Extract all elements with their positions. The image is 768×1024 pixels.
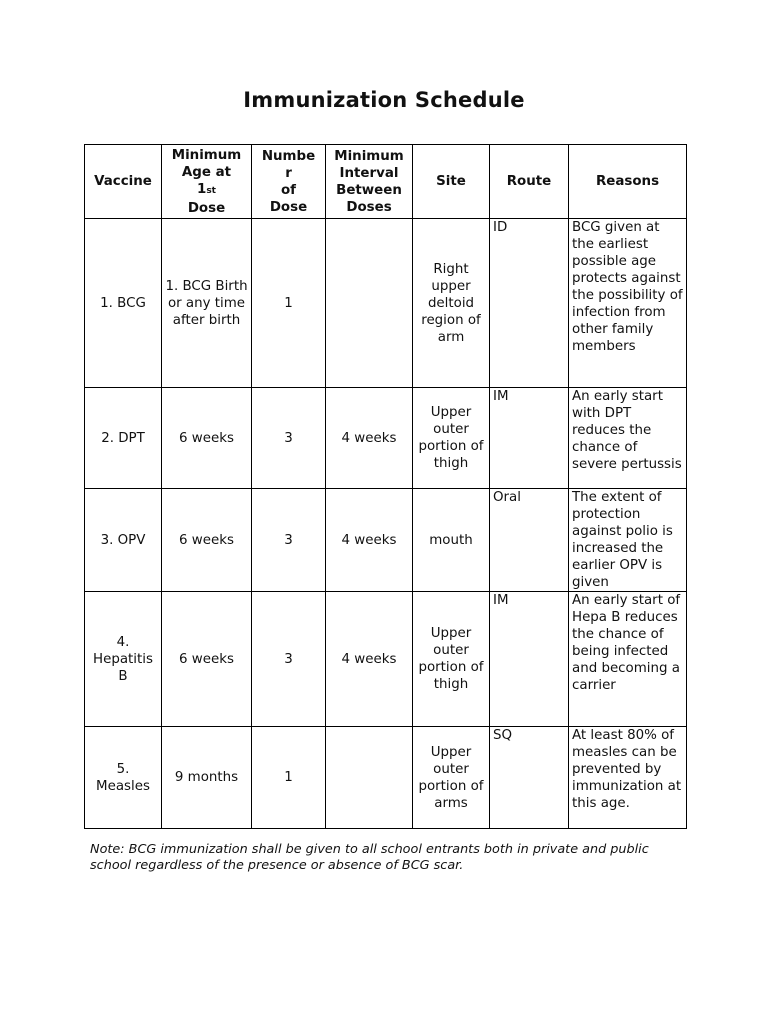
header-number-line4: Dose: [269, 199, 308, 215]
min-age-cell: 1. BCG Birth or any time after birth: [162, 219, 252, 388]
min-age-cell: 6 weeks: [162, 592, 252, 727]
vaccine-cell: 5. Measles: [85, 727, 162, 829]
header-number-line2: r: [285, 165, 292, 181]
number-cell: 3: [252, 388, 326, 489]
header-row: [85, 145, 687, 219]
number-cell: 1: [252, 219, 326, 388]
header-interval-line1: Minimum: [334, 148, 404, 164]
interval-cell: 4 weeks: [326, 388, 413, 489]
site-cell: Right upper deltoid region of arm: [413, 219, 490, 388]
header-minimum-age: [162, 145, 252, 219]
reasons-cell: An early start of Hepa B reduces the chance of being infected and becoming a carrier: [569, 592, 687, 727]
vaccine-cell: 1. BCG: [85, 219, 162, 388]
table-row-bcg: [85, 219, 687, 388]
table-row-opv: [85, 489, 687, 592]
header-number-line1: Numbe: [261, 148, 316, 164]
route-cell: IM: [490, 592, 569, 727]
header-minimum-age-line2: Age at: [181, 164, 232, 180]
immunization-table: [84, 144, 687, 829]
header-vaccine: Vaccine: [85, 145, 162, 219]
site-cell: mouth: [413, 489, 490, 592]
reasons-cell: BCG given at the earliest possible age protects against the possibility of infection from other family members: [569, 219, 687, 388]
site-cell: Upper outer portion of thigh: [413, 388, 490, 489]
vaccine-cell: 3. OPV: [85, 489, 162, 592]
header-minimum-age-line3: 1: [197, 181, 207, 197]
number-cell: 3: [252, 489, 326, 592]
site-cell: Upper outer portion of thigh: [413, 592, 490, 727]
reasons-cell: An early start with DPT reduces the chance of severe pertussis: [569, 388, 687, 489]
route-cell: Oral: [490, 489, 569, 592]
min-age-cell: 6 weeks: [162, 489, 252, 592]
header-interval-line2: Interval: [339, 165, 399, 181]
footnote: Note: BCG immunization shall be given to all school entrants both in private and public school regardless of the presence or absence of BCG scar.: [90, 842, 649, 873]
header-minimum-age-line1: Minimum: [171, 147, 242, 163]
reasons-cell: The extent of protection against polio is increased the earlier OPV is given: [569, 489, 687, 592]
table-row-dpt: [85, 388, 687, 489]
number-cell: 1: [252, 727, 326, 829]
header-site: Site: [413, 145, 490, 219]
interval-cell: [326, 219, 413, 388]
page-title: Immunization Schedule: [243, 88, 525, 112]
header-minimum-age-line4: Dose: [187, 200, 226, 216]
min-age-cell: 9 months: [162, 727, 252, 829]
route-cell: ID: [490, 219, 569, 388]
vaccine-cell: 4. Hepatitis B: [85, 592, 162, 727]
table-row-hepatitis-b: [85, 592, 687, 727]
header-number-line3: of: [280, 182, 297, 198]
table-row-measles: [85, 727, 687, 829]
route-cell: SQ: [490, 727, 569, 829]
route-cell: IM: [490, 388, 569, 489]
header-number-of-dose: [252, 145, 326, 219]
min-age-cell: 6 weeks: [162, 388, 252, 489]
number-cell: 3: [252, 592, 326, 727]
header-route: Route: [490, 145, 569, 219]
header-reasons: Reasons: [569, 145, 687, 219]
header-interval-line3: Between: [336, 182, 402, 198]
interval-cell: 4 weeks: [326, 489, 413, 592]
reasons-cell: At least 80% of measles can be prevented by immunization at this age.: [569, 727, 687, 829]
header-minimum-age-sup: st: [206, 185, 216, 196]
vaccine-cell: 2. DPT: [85, 388, 162, 489]
header-interval-line4: Doses: [346, 199, 392, 215]
site-cell: Upper outer portion of arms: [413, 727, 490, 829]
header-minimum-interval: [326, 145, 413, 219]
interval-cell: 4 weeks: [326, 592, 413, 727]
interval-cell: [326, 727, 413, 829]
